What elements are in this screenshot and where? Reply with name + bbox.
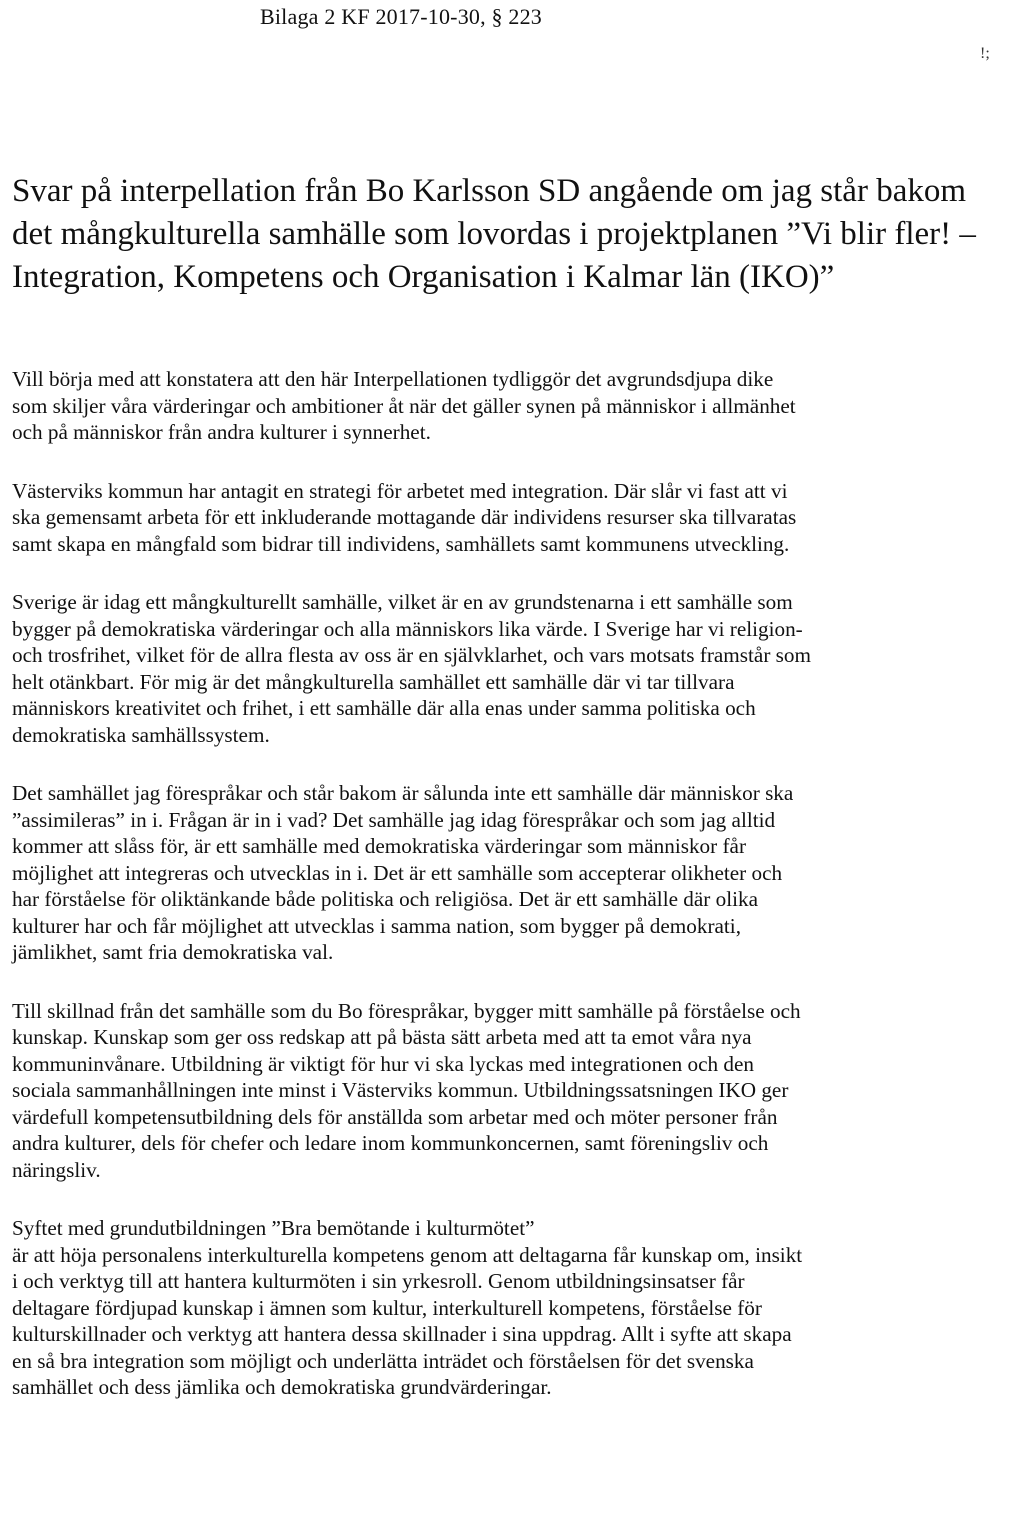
text-line: sociala sammanhållningen inte minst i Västerviks kommun. Utbildningssatsningen IKO ger bbox=[12, 1078, 789, 1102]
text-line: Sverige är idag ett mångkulturellt samhälle, vilket är en av grundstenarna i ett samhälle som bbox=[12, 590, 793, 614]
text-line: näringsliv. bbox=[12, 1157, 101, 1182]
corner-mark: !; bbox=[980, 45, 990, 62]
paragraph bbox=[12, 780, 1016, 966]
text-line: kunskap. Kunskap som ger oss redskap att på bästa sätt arbeta med att ta emot våra nya bbox=[12, 1025, 752, 1049]
text-line: Västerviks kommun har antagit en strategi för arbetet med integration. Där slår vi fast att vi bbox=[12, 478, 788, 503]
text-line: i och verktyg till att hantera kulturmöten i sin yrkesroll. Genom utbildningsinsatser får bbox=[12, 1269, 745, 1293]
text-line: som skiljer våra värderingar och ambitioner åt när det gäller synen på människor i allmänhet bbox=[12, 393, 796, 418]
text-line: kommer att slåss för, är ett samhälle med demokratiska värderingar som människor får bbox=[12, 834, 747, 858]
text-line: och på människor från andra kulturer i synnerhet. bbox=[12, 420, 431, 444]
document-title: Svar på interpellation från Bo Karlsson SD angående om jag står bakom det mångkulturella samhälle som lovordas i projektplanen ”Vi blir fler! – Integration, Kompetens och Organisation i Kalmar län (IKO)” bbox=[12, 173, 976, 295]
text-line: demokratiska samhällssystem. bbox=[12, 722, 270, 747]
paragraph bbox=[12, 998, 1016, 1184]
paragraph bbox=[12, 1215, 1016, 1401]
text-line: samt skapa en mångfald som bidrar till individens, samhällets samt kommunens utveckling. bbox=[12, 531, 790, 556]
text-line: har förståelse för oliktänkande både politiska och religiösa. Det är ett samhälle där olika bbox=[12, 887, 759, 911]
text-line: kulturer har och får möjlighet att utvecklas i samma nation, som bygger på demokrati, bbox=[12, 913, 741, 938]
text-line: kommuninvånare. Utbildning är viktigt för hur vi ska lyckas med integrationen och den bbox=[12, 1051, 754, 1076]
text-line: och trosfrihet, vilket för de allra flesta av oss är en självklarhet, och vars motsats framstår som bbox=[12, 643, 811, 667]
document-reference: Bilaga 2 KF 2017-10-30, § 223 bbox=[260, 4, 543, 29]
text-line: Det samhället jag förespråkar och står bakom är sålunda inte ett samhälle där människor ska bbox=[12, 781, 794, 805]
paragraph bbox=[12, 478, 1016, 558]
text-line: bygger på demokratiska värderingar och alla människors lika värde. I Sverige har vi religion- bbox=[12, 616, 803, 641]
text-line: andra kulturer, dels för chefer och ledare inom kommunkoncernen, samt föreningsliv och bbox=[12, 1131, 769, 1155]
text-line: är att höja personalens interkulturella kompetens genom att deltagarna får kunskap om, insikt bbox=[12, 1242, 803, 1267]
text-line: ”assimileras” in i. Frågan är in i vad? Det samhälle jag idag förespråkar och som jag alltid bbox=[12, 807, 776, 832]
paragraph bbox=[12, 589, 1016, 748]
text-line: en så bra integration som möjligt och underlätta inträdet och förståelsen för det svenska bbox=[12, 1348, 754, 1373]
text-line: möjlighet att integreras och utvecklas in i. Det är ett samhälle som accepterar olikheter och bbox=[12, 860, 783, 885]
document-body bbox=[12, 366, 1016, 1433]
text-line: helt otänkbart. För mig är det mångkulturella samhället ett samhälle där vi tar tillvara bbox=[12, 669, 735, 694]
paragraph bbox=[12, 366, 1016, 446]
text-line: Till skillnad från det samhälle som du Bo förespråkar, bygger mitt samhälle på förståelse och bbox=[12, 998, 801, 1023]
text-line: jämlikhet, samt fria demokratiska val. bbox=[12, 940, 334, 964]
text-line: kulturskillnader och verktyg att hantera dessa skillnader i sina uppdrag. Allt i syfte att skapa bbox=[12, 1322, 792, 1346]
text-line: samhället och dess jämlika och demokratiska grundvärderingar. bbox=[12, 1375, 552, 1399]
text-line: människors kreativitet och frihet, i ett samhälle där alla enas under samma politiska och bbox=[12, 696, 756, 720]
text-line: värdefull kompetensutbildning dels för anställda som arbetar med och möter personer från bbox=[12, 1104, 778, 1129]
text-line: ska gemensamt arbeta för ett inkluderande mottagande där individens resurser ska tillvaratas bbox=[12, 505, 797, 529]
text-line: Syftet med grundutbildningen ”Bra bemötande i kulturmötet” bbox=[12, 1216, 535, 1240]
text-line: Vill börja med att konstatera att den här Interpellationen tydliggör det avgrundsdjupa dike bbox=[12, 367, 774, 391]
text-line: deltagare fördjupad kunskap i ämnen som kultur, interkulturell kompetens, förståelse för bbox=[12, 1295, 762, 1320]
